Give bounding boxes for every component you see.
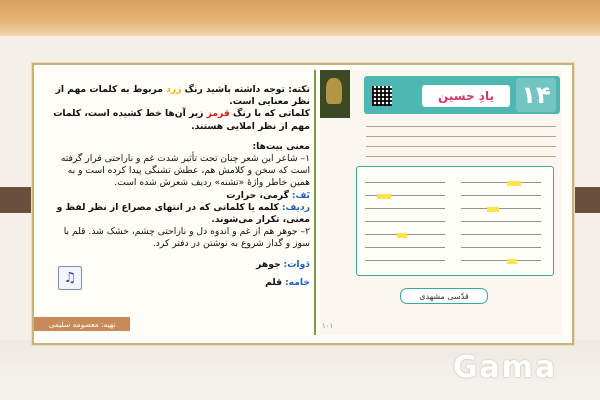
notes-panel xyxy=(48,84,310,289)
note-yellow-text: نکته: توجه داشته باشید رنگ xyxy=(184,84,310,95)
highlight-mark xyxy=(507,181,521,186)
highlight-mark xyxy=(377,194,391,199)
poem-column-left xyxy=(365,173,445,269)
qr-code-icon xyxy=(372,86,392,106)
note-red-text: کلماتی که با رنگ xyxy=(232,108,310,120)
note-red-text-end: زیر آن‌ها خط کشیده است، کلمات مهم از نظر املایی هستند. xyxy=(53,108,310,132)
page-divider xyxy=(314,70,316,335)
highlight-mark xyxy=(507,259,517,264)
lesson-header xyxy=(364,76,560,114)
highlight-mark xyxy=(397,233,407,238)
poet-name: قدّسی مشهدی xyxy=(400,288,488,304)
poem-box xyxy=(356,166,554,276)
verse-2-meaning: ۲– جوهر هم از غم و اندوه دل و ناراحتی چشم، خشک شد. قلم با سوز و گداز شروع به نوشتن در دفتر کرد. xyxy=(63,226,310,250)
music-note-icon: ♫ xyxy=(63,270,77,286)
def-khameh: قلم xyxy=(265,276,283,288)
definition-radif xyxy=(48,202,310,226)
lesson-intro-text xyxy=(366,120,556,160)
definition-khameh xyxy=(48,277,310,289)
page-number: ۱۰۱ xyxy=(322,322,334,330)
audio-play-button[interactable] xyxy=(58,266,82,290)
textbook-page-image xyxy=(320,70,562,335)
author-credit: تهیه: معصومه سلیمی xyxy=(34,317,130,331)
note-red xyxy=(48,108,310,132)
term-tab: تَف: xyxy=(291,189,310,201)
yellow-word: زرد xyxy=(166,84,182,95)
lesson-number: ۱۴ xyxy=(516,78,556,112)
definition-tab xyxy=(48,190,310,202)
def-tab: گرمی، حرارت xyxy=(226,189,289,201)
def-radif: کلمه یا کلماتی که در انتهای مصراع از نظر لفظ و معنی، تکرار می‌شوند. xyxy=(56,201,310,226)
watermark-logo: Gama xyxy=(452,349,558,385)
note-yellow xyxy=(48,84,310,108)
lesson-title: یادِ حسین xyxy=(422,85,510,107)
def-davat: جوهر xyxy=(256,258,281,270)
wooden-top-border xyxy=(0,0,600,36)
term-khameh: خامه: xyxy=(284,276,310,288)
note-yellow-text-end: مربوط به کلمات مهم از نظر معنایی است. xyxy=(55,84,310,108)
poem-column-right xyxy=(461,173,541,269)
term-radif: ردیف: xyxy=(281,201,310,213)
highlight-mark xyxy=(487,207,499,212)
book-corner-ornament xyxy=(320,70,350,118)
verse-1-meaning: ۱– شاعر این شعر چنان تحت تأثیر شدت غم و ناراحتی قرار گرفته است که سخن و کلامش هم، عطش تشنگی پیدا کرده است و به همین خاطر واژهٔ «تشنه» ردیف شعرش شده است. xyxy=(60,153,310,189)
term-davat: دَوات: xyxy=(283,258,310,270)
meaning-heading: معنی بیت‌ها: xyxy=(252,140,310,152)
definition-davat xyxy=(48,259,310,271)
red-word: قرمز xyxy=(206,108,230,120)
